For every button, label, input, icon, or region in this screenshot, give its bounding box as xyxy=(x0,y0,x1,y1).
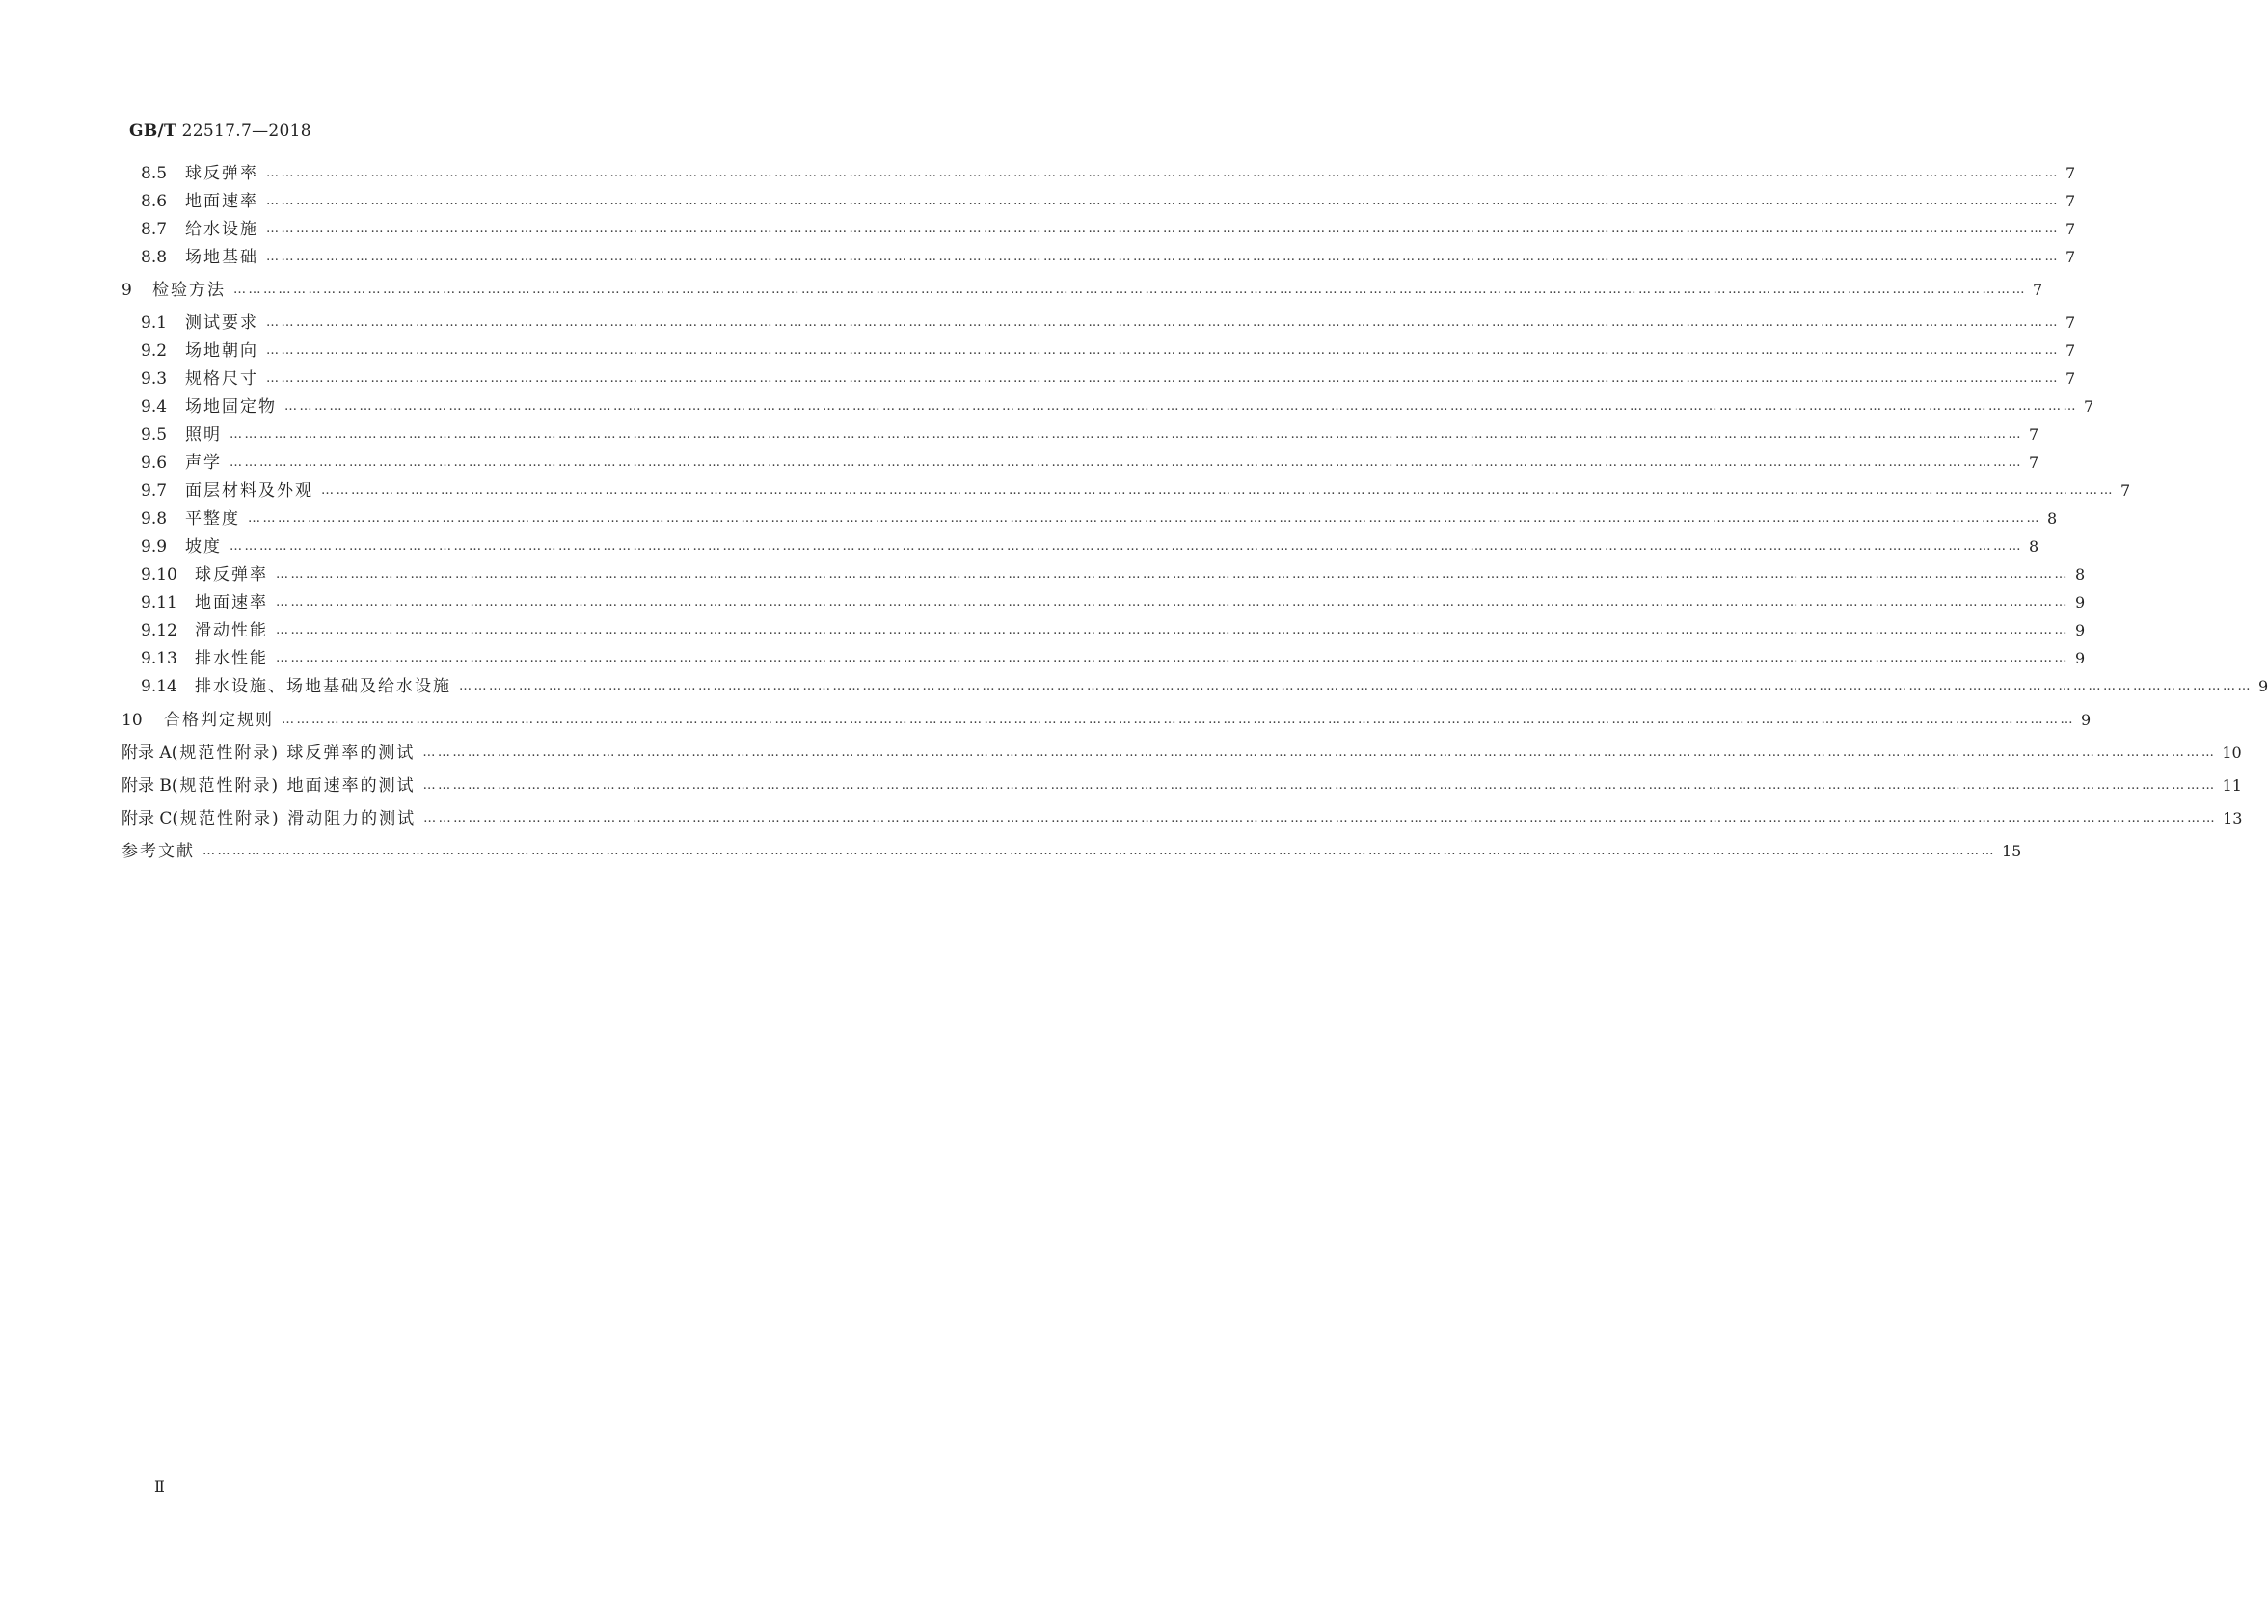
toc-entry-page: 7 xyxy=(2120,481,2131,500)
toc-leader-dots: ……………………………………………………………………………………………………………………………………………………………………………………………………………………………………………………………………………………………………………………………… xyxy=(284,399,2078,414)
toc-entry-title: 球反弹率 xyxy=(195,565,268,584)
toc-entry[interactable] xyxy=(141,189,2076,214)
toc-entry-title: 场地朝向 xyxy=(185,341,258,361)
toc-entry-title: 场地基础 xyxy=(185,248,258,267)
toc-entry-number: 9.6 xyxy=(141,453,168,473)
toc-entry-page: 7 xyxy=(2033,281,2043,299)
toc-leader-dots: ……………………………………………………………………………………………………………………………………………………………………………………………………………………………………………………………………………………………………………………………… xyxy=(266,315,2060,330)
toc-entry-page: 7 xyxy=(2029,425,2039,444)
toc-entry-title: 规格尺寸 xyxy=(185,369,258,389)
toc-entry[interactable] xyxy=(141,311,2076,336)
page-number: Ⅱ xyxy=(154,1477,165,1496)
toc-entry-page: 7 xyxy=(2066,313,2076,332)
toc-entry-number: 附录 C xyxy=(122,809,173,828)
toc-entry[interactable] xyxy=(122,708,2092,733)
toc-entry-title: 坡度 xyxy=(185,537,222,556)
standard-number: 22517.7—2018 xyxy=(181,122,311,141)
toc-leader-dots: ……………………………………………………………………………………………………………………………………………………………………………………………………………………………………………………………………………………………………………………………… xyxy=(230,539,2023,554)
toc-entry[interactable] xyxy=(141,394,2094,420)
toc-entry[interactable] xyxy=(122,806,2243,831)
toc-entry-number: 9.13 xyxy=(141,649,177,668)
toc-entry[interactable] xyxy=(141,562,2086,587)
toc-entry-title: 场地固定物 xyxy=(185,397,277,417)
toc-entry-page: 9 xyxy=(2075,649,2086,667)
toc-entry[interactable] xyxy=(141,245,2076,270)
toc-entry-number: 9.2 xyxy=(141,341,168,361)
toc-entry-title: 排水性能 xyxy=(195,649,268,668)
toc-entry-number: 9.9 xyxy=(141,537,168,556)
toc-entry-number: 9.12 xyxy=(141,621,177,640)
toc-entry-number: 9.5 xyxy=(141,425,168,445)
toc-leader-dots: ……………………………………………………………………………………………………………………………………………………………………………………………………………………………………………………………………………………………………………………………… xyxy=(230,455,2023,470)
toc-leader-dots: ……………………………………………………………………………………………………………………………………………………………………………………………………………………………………………………………………………………………………………………………… xyxy=(266,194,2060,208)
toc-entry-page: 7 xyxy=(2084,397,2094,416)
toc-entry-page: 9 xyxy=(2075,621,2086,639)
toc-entry-title: 给水设施 xyxy=(185,220,258,239)
toc-leader-dots: ……………………………………………………………………………………………………………………………………………………………………………………………………………………………………………………………………………………………………………………………… xyxy=(422,745,2217,760)
toc-entry-title: 地面速率 xyxy=(195,593,268,612)
toc-entry[interactable] xyxy=(141,506,2058,531)
toc-leader-dots: ……………………………………………………………………………………………………………………………………………………………………………………………………………………………………………………………………………………………………………………………… xyxy=(459,679,2253,693)
toc-entry[interactable] xyxy=(141,422,2039,447)
toc-entry-title: 球反弹率 xyxy=(185,164,258,183)
toc-entry[interactable] xyxy=(141,217,2076,242)
toc-entry-page: 7 xyxy=(2029,453,2039,472)
toc-leader-dots: ……………………………………………………………………………………………………………………………………………………………………………………………………………………………………………………………………………………………………………………………… xyxy=(266,166,2060,180)
toc-entry-title: 参考文献 xyxy=(122,842,195,861)
toc-entry-number: 9.8 xyxy=(141,509,168,528)
toc-leader-dots: ……………………………………………………………………………………………………………………………………………………………………………………………………………………………………………………………………………………………………………………………… xyxy=(266,371,2060,386)
toc-entry[interactable] xyxy=(122,839,2022,864)
toc-entry[interactable] xyxy=(141,366,2076,392)
toc-entry[interactable] xyxy=(141,674,2268,699)
toc-entry-number: 9.11 xyxy=(141,593,177,612)
toc-entry-page: 10 xyxy=(2222,744,2242,762)
toc-leader-dots: ……………………………………………………………………………………………………………………………………………………………………………………………………………………………………………………………………………………………………………………………… xyxy=(276,595,2069,609)
toc-entry-page: 7 xyxy=(2066,164,2076,182)
toc-entry[interactable] xyxy=(122,773,2242,798)
toc-entry-number: 8.7 xyxy=(141,220,168,239)
toc-entry-title: 合格判定规则 xyxy=(164,711,274,730)
toc-entry-number: 8.6 xyxy=(141,192,168,211)
toc-entry-page: 9 xyxy=(2075,593,2086,611)
toc-entry-page: 9 xyxy=(2081,711,2092,729)
toc-entry-title: 地面速率 xyxy=(185,192,258,211)
toc-entry[interactable] xyxy=(141,338,2076,364)
toc-entry-title: 检验方法 xyxy=(152,281,226,300)
toc-leader-dots: ……………………………………………………………………………………………………………………………………………………………………………………………………………………………………………………………………………………………………………………………… xyxy=(248,511,2041,526)
toc-entry[interactable] xyxy=(141,590,2086,615)
toc-entry-number: 附录 A xyxy=(122,744,172,763)
toc-entry-number: 附录 B xyxy=(122,776,172,796)
toc-leader-dots: ……………………………………………………………………………………………………………………………………………………………………………………………………………………………………………………………………………………………………………………………… xyxy=(230,427,2023,442)
toc-entry-number: 9.10 xyxy=(141,565,177,584)
toc-leader-dots: ……………………………………………………………………………………………………………………………………………………………………………………………………………………………………………………………………………………………………………………………… xyxy=(233,283,2027,297)
toc-entry-number: 9.1 xyxy=(141,313,168,333)
toc-entry-page: 15 xyxy=(2002,842,2022,860)
toc-entry-number: 9 xyxy=(122,281,132,300)
toc-entry-page: 7 xyxy=(2066,341,2076,360)
toc-entry-page: 8 xyxy=(2029,537,2039,555)
toc-leader-dots: ……………………………………………………………………………………………………………………………………………………………………………………………………………………………………………………………………………………………………………………………… xyxy=(266,222,2060,236)
toc-leader-dots: ……………………………………………………………………………………………………………………………………………………………………………………………………………………………………………………………………………………………………………………………… xyxy=(276,567,2069,582)
toc-entry-page: 11 xyxy=(2222,776,2242,795)
toc-leader-dots: ……………………………………………………………………………………………………………………………………………………………………………………………………………………………………………………………………………………………………………………………… xyxy=(423,811,2218,826)
toc-entry-page: 7 xyxy=(2066,192,2076,210)
toc-entry[interactable] xyxy=(141,646,2086,671)
toc-entry-title: (规范性附录) 球反弹率的测试 xyxy=(171,744,416,763)
toc-leader-dots: ……………………………………………………………………………………………………………………………………………………………………………………………………………………………………………………………………………………………………………………………… xyxy=(321,483,2115,498)
toc-entry[interactable] xyxy=(141,618,2086,643)
toc-leader-dots: ……………………………………………………………………………………………………………………………………………………………………………………………………………………………………………………………………………………………………………………………… xyxy=(266,250,2060,264)
toc-entry-page: 13 xyxy=(2223,809,2243,827)
toc-entry-page: 7 xyxy=(2066,220,2076,238)
toc-entry-page: 9 xyxy=(2258,677,2268,695)
toc-entry-number: 8.8 xyxy=(141,248,168,267)
toc-entry-page: 8 xyxy=(2075,565,2086,583)
toc-entry-page: 7 xyxy=(2066,248,2076,266)
toc-leader-dots: ……………………………………………………………………………………………………………………………………………………………………………………………………………………………………………………………………………………………………………………………… xyxy=(276,623,2069,637)
toc-entry[interactable] xyxy=(141,161,2076,186)
toc-leader-dots: ……………………………………………………………………………………………………………………………………………………………………………………………………………………………………………………………………………………………………………………………… xyxy=(266,343,2060,358)
standard-code: GB/T xyxy=(129,122,176,141)
toc-entry-number: 9.14 xyxy=(141,677,177,696)
toc-entry-number: 8.5 xyxy=(141,164,168,183)
toc-entry[interactable] xyxy=(141,534,2039,559)
toc-entry-title: 声学 xyxy=(185,453,222,473)
toc-entry-title: 照明 xyxy=(185,425,222,445)
toc-entry-title: (规范性附录) 地面速率的测试 xyxy=(171,776,416,796)
toc-entry-page: 7 xyxy=(2066,369,2076,388)
toc-entry-title: 排水设施、场地基础及给水设施 xyxy=(195,677,451,696)
toc-entry[interactable] xyxy=(122,278,2043,303)
toc-entry-page: 8 xyxy=(2047,509,2058,528)
toc-entry-number: 9.4 xyxy=(141,397,168,417)
toc-entry-title: 平整度 xyxy=(185,509,240,528)
toc-entry-title: (规范性附录) 滑动阻力的测试 xyxy=(172,809,417,828)
toc-entry-number: 9.3 xyxy=(141,369,168,389)
toc-leader-dots: ……………………………………………………………………………………………………………………………………………………………………………………………………………………………………………………………………………………………………………………………… xyxy=(276,651,2069,665)
toc-entry[interactable] xyxy=(122,741,2242,766)
toc-leader-dots: ……………………………………………………………………………………………………………………………………………………………………………………………………………………………………………………………………………………………………………………………… xyxy=(422,778,2217,793)
toc-entry-title: 测试要求 xyxy=(185,313,258,333)
toc-entry-number: 9.7 xyxy=(141,481,168,501)
toc-entry-number: 10 xyxy=(122,711,143,730)
toc-entry-title: 滑动性能 xyxy=(195,621,268,640)
toc-leader-dots: ……………………………………………………………………………………………………………………………………………………………………………………………………………………………………………………………………………………………………………………………… xyxy=(282,713,2075,727)
toc-leader-dots: ……………………………………………………………………………………………………………………………………………………………………………………………………………………………………………………………………………………………………………………………… xyxy=(202,844,1996,858)
toc-entry[interactable] xyxy=(141,478,2131,503)
toc-entry-title: 面层材料及外观 xyxy=(185,481,313,501)
toc-entry[interactable] xyxy=(141,450,2039,475)
